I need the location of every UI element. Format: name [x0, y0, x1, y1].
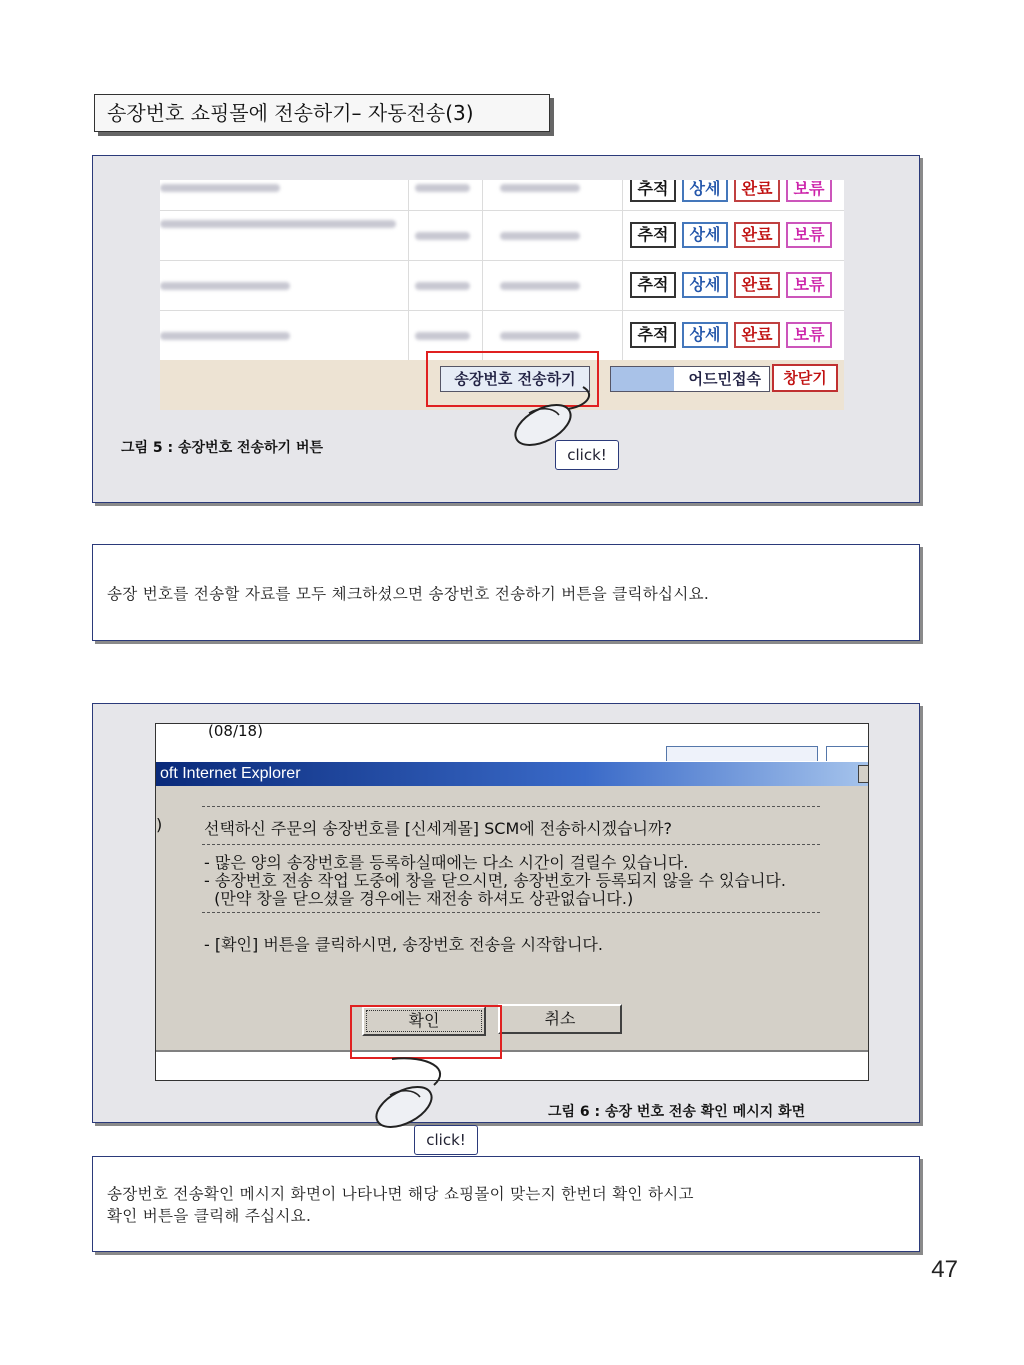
confirm-note: - [확인] 버튼을 클릭하시면, 송장번호 전송을 시작합니다. [204, 935, 603, 954]
hold-button[interactable]: 보류 [786, 222, 832, 248]
note-line-2: - 송장번호 전송 작업 도중에 창을 닫으시면, 송장번호가 등록되지 않을 수 있습니다. [204, 871, 786, 890]
close-icon[interactable] [858, 765, 869, 783]
date-fragment: (08/18) [208, 723, 263, 740]
instruction-text: 송장 번호를 전송할 자료를 모두 체크하셨으면 송장번호 전송하기 버튼을 클릭하십시요. [107, 585, 710, 603]
instruction-box-2 [92, 1156, 920, 1252]
cancel-button[interactable]: 취소 [498, 1004, 622, 1034]
mouse-icon [368, 1055, 478, 1135]
background-button [666, 746, 818, 761]
complete-button[interactable]: 완료 [734, 322, 780, 348]
track-button[interactable]: 추적 [630, 322, 676, 348]
dialog-body [156, 786, 869, 1050]
hold-button[interactable]: 보류 [786, 272, 832, 298]
click-label: click! [555, 440, 619, 470]
table-row [160, 210, 844, 261]
background-button [826, 746, 869, 761]
click-label: click! [414, 1125, 478, 1155]
note-line-1: - 많은 양의 송장번호를 등록하실때에는 다소 시간이 걸릴수 있습니다. [204, 853, 689, 872]
confirm-question: 선택하신 주문의 송장번호를 [신세계몰] SCM에 전송하시겠습니까? [204, 819, 672, 838]
track-button[interactable]: 추적 [630, 272, 676, 298]
figure5-caption: 그림 5 : 송장번호 전송하기 버튼 [121, 440, 323, 456]
dialog-title-bar [156, 762, 869, 786]
section-title: 송장번호 쇼핑몰에 전송하기– 자동전송(3) [94, 94, 550, 132]
close-window-button[interactable]: 창닫기 [772, 364, 838, 392]
instruction-line-1: 송장번호 전송확인 메시지 화면이 나타나면 해당 쇼핑몰이 맞는지 한번더 확인 하시고 [107, 1185, 694, 1203]
complete-button[interactable]: 완료 [734, 180, 780, 202]
detail-button[interactable]: 상세 [682, 272, 728, 298]
complete-button[interactable]: 완료 [734, 222, 780, 248]
warning-icon-fragment: ) [156, 815, 163, 834]
instruction-box-1 [92, 544, 920, 641]
figure6-caption: 그림 6 : 송장 번호 전송 확인 메시지 화면 [548, 1104, 806, 1120]
send-invoice-button[interactable]: 송장번호 전송하기 [440, 366, 590, 392]
page-number: 47 [931, 1256, 958, 1283]
instruction-line-2: 확인 버튼을 클릭해 주십시요. [107, 1207, 312, 1225]
hold-button[interactable]: 보류 [786, 180, 832, 202]
table-row [160, 180, 844, 211]
ie-dialog-screenshot [155, 723, 869, 1081]
note-line-3: (만약 창을 닫으셨을 경우에는 재전송 하셔도 상관없습니다.) [204, 889, 634, 908]
dialog-title: oft Internet Explorer [160, 765, 301, 782]
table-row [160, 260, 844, 311]
admin-access-button[interactable]: 어드민접속 [610, 366, 770, 392]
track-button[interactable]: 추적 [630, 180, 676, 202]
highlight-box [350, 1005, 502, 1059]
complete-button[interactable]: 완료 [734, 272, 780, 298]
ok-button[interactable]: 확인 [362, 1006, 486, 1036]
hold-button[interactable]: 보류 [786, 322, 832, 348]
detail-button[interactable]: 상세 [682, 222, 728, 248]
track-button[interactable]: 추적 [630, 222, 676, 248]
detail-button[interactable]: 상세 [682, 322, 728, 348]
detail-button[interactable]: 상세 [682, 180, 728, 202]
